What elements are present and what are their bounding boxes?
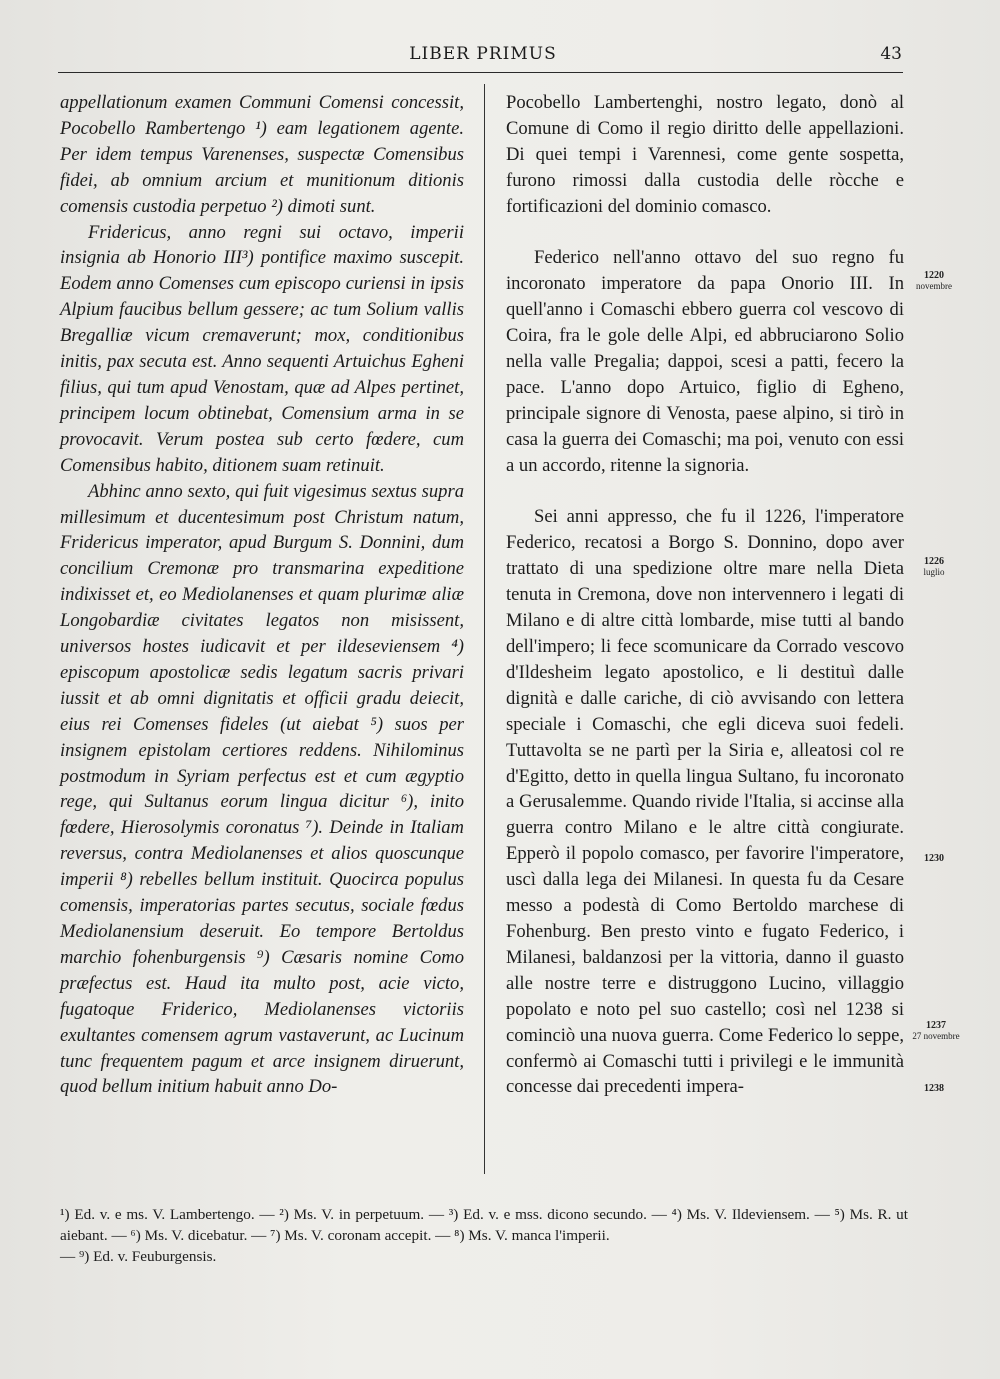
margin-date-1220 (910, 270, 958, 292)
latin-text-column (60, 90, 464, 1100)
margin-month: 27 novembre (912, 1031, 960, 1041)
margin-date-1238 (910, 1083, 958, 1094)
margin-year: 1238 (924, 1083, 944, 1094)
italian-paragraph-1: Pocobello Lambertenghi, nostro legato, donò al Comune di Como il regio diritto delle appellazioni. Di quei tempi i Varennesi, come gente sospetta, furono rimossi dalla custodia delle ròcche e fortificazioni del dominio comasco. (506, 92, 904, 217)
margin-year: 1220 (924, 270, 944, 281)
header-rule (58, 72, 903, 73)
margin-year: 1226 (924, 556, 944, 567)
margin-year: 1230 (924, 853, 944, 864)
margin-date-1230 (910, 853, 958, 864)
margin-date-1237 (906, 1020, 966, 1042)
running-head: LIBER PRIMUS (409, 44, 557, 64)
margin-month: luglio (923, 567, 945, 577)
footnote-line: ¹) Ed. v. e ms. V. Lambertengo. — ²) Ms. V. in perpetuum. — ³) Ed. v. e mss. dicono secundo. — ⁴) Ms. V. Ildeviensem. — ⁵) Ms. R. ut aiebant. — ⁶) Ms. V. dicebatur. — ⁷) Ms. V. coronam accepit. — ⁸) Ms. V. manca l'imperii. (60, 1206, 908, 1244)
margin-month: novembre (916, 281, 952, 291)
page-header (58, 40, 908, 70)
italian-paragraph-3: Sei anni appresso, che fu il 1226, l'imperatore Federico, recatosi a Borgo S. Donnino, dopo aver trattato di una spedizione oltre mare nella Dieta tenuta in Cremona, dove non intervennero i legati di Milano e di altre città lombarde, mise tutti al bando dell'impero; li fece scomunicare da Corrado vescovo d'Ildesheim legato apostolico, e li destituì dalle dignità e dalle cariche, di ciò avvisando con lettera speciale i Comaschi, che egli diceva suoi fedeli. Tuttavolta se ne partì per la Siria e, alleatosi col re d'Egitto, detto in quella lingua Sultano, fu incoronato a Gerusalemme. Quando rivide l'Italia, si accinse alla guerra contro Milano e le altre città congiurate. Epperò il popolo comasco, per favorire l'imperatore, uscì dalla lega dei Milanesi. In questa fu da Cesare messo a podestà di Como Bertoldo marchese di Fohenburg. Ben presto vinto e fugato Federico, i Milanesi, baldanzosi per la vittoria, danno il guasto alle nostre terre e distruggono Lucino, villaggio popolato e noto pel suo castello; così nel 1238 si cominciò una nuova guerra. Come Federico lo seppe, confermò ai Comaschi tutti i privilegi e le immunità concesse dai precedenti impera- (506, 506, 904, 1098)
footnotes (60, 1204, 908, 1267)
margin-year: 1237 (926, 1020, 946, 1031)
italian-paragraph-2: Federico nell'anno ottavo del suo regno fu incoronato imperatore da papa Onorio III. In quell'anno i Comaschi ebbero guerra col vescovo di Coira, fra le gole delle Alpi, ed abbruciarono Solio nella valle Pregalia; dappoi, scesi a patti, fecero la pace. L'anno dopo Artuico, figlio di Egheno, principale signore di Venosta, paese alpino, si tirò in casa la guerra dei Comaschi; ma poi, venuto con essi a un accordo, ritenne la signoria. (506, 247, 904, 476)
page-number: 43 (880, 44, 902, 64)
footnote-line: — ⁹) Ed. v. Feuburgensis. (60, 1248, 217, 1265)
margin-date-1226 (910, 556, 958, 578)
italian-text-column (506, 90, 904, 1100)
latin-paragraph-2: Fridericus, anno regni sui octavo, imperii insignia ab Honorio III³) pontifice maximo suscepit. Eodem anno Comenses cum episcopo curiensi in ipsis Alpium faucibus bellum gessere; ac tum Solium vallis Bregalliæ vicum cremaverunt; mox, conditionibus initis, pax secuta est. Anno sequenti Artuichus Egheni filius, qui tum apud Venostam, quæ ad Alpes pertinet, principem locum obtinebat, Comensium arma in se provocavit. Verum postea sub certo fœdere, cum Comensibus habito, ditionem suam retinuit. (60, 221, 464, 476)
latin-paragraph-1: appellationum examen Communi Comensi concessit, Pocobello Rambertengo ¹) eam legationem agente. Per idem tempus Varenenses, suspectæ Comensibus fidei, ab omnium arcium et munitionum ditionis comensis custodia perpetuo ²) dimoti sunt. (60, 92, 464, 217)
latin-paragraph-3: Abhinc anno sexto, qui fuit vigesimus sextus supra millesimum et ducentesimum post Christum natum, Fridericus imperator, apud Burgum S. Donnini, dum concilium Cremonæ pro transmarina expeditione indixisset et, eo Mediolanenses et quam plurimæ aliæ Longobardiæ civitates legatos non misissent, universos hostes iudicavit et per ildeseviensem ⁴) episcopum apostolicæ sedis legatum sacris privari iussit et ab omni dignitatis et officii gradu deiecit, eius rei Comenses fideles (ut aiebat ⁵) suos per insignem epistolam certiores reddens. Nihilominus postmodum in Syriam perfectus est et cum ægyptio rege, qui Sultanus eorum lingua dicitur ⁶), inito fœdere, Hierosolymis coronatus ⁷). Deinde in Italiam reversus, contra Mediolanenses et alios quoscunque imperii ⁸) rebelles bellum instituit. Quocirca populus comensis, imperatorias partes secutus, sociale fœdus Mediolanensium deseruit. Eo tempore Bertoldus marchio fohenburgensis ⁹) Cæsaris nomine Como præfectus est. Haud ita multo post, acie victo, fugatoque Friderico, Mediolanenses victoriis exultantes comensem agrum vastaverunt, ac Lucinum tunc frequentem pagum et arce insignem diruerunt, quod bellum initium habuit anno Do- (60, 480, 464, 1098)
column-divider (484, 84, 485, 1174)
